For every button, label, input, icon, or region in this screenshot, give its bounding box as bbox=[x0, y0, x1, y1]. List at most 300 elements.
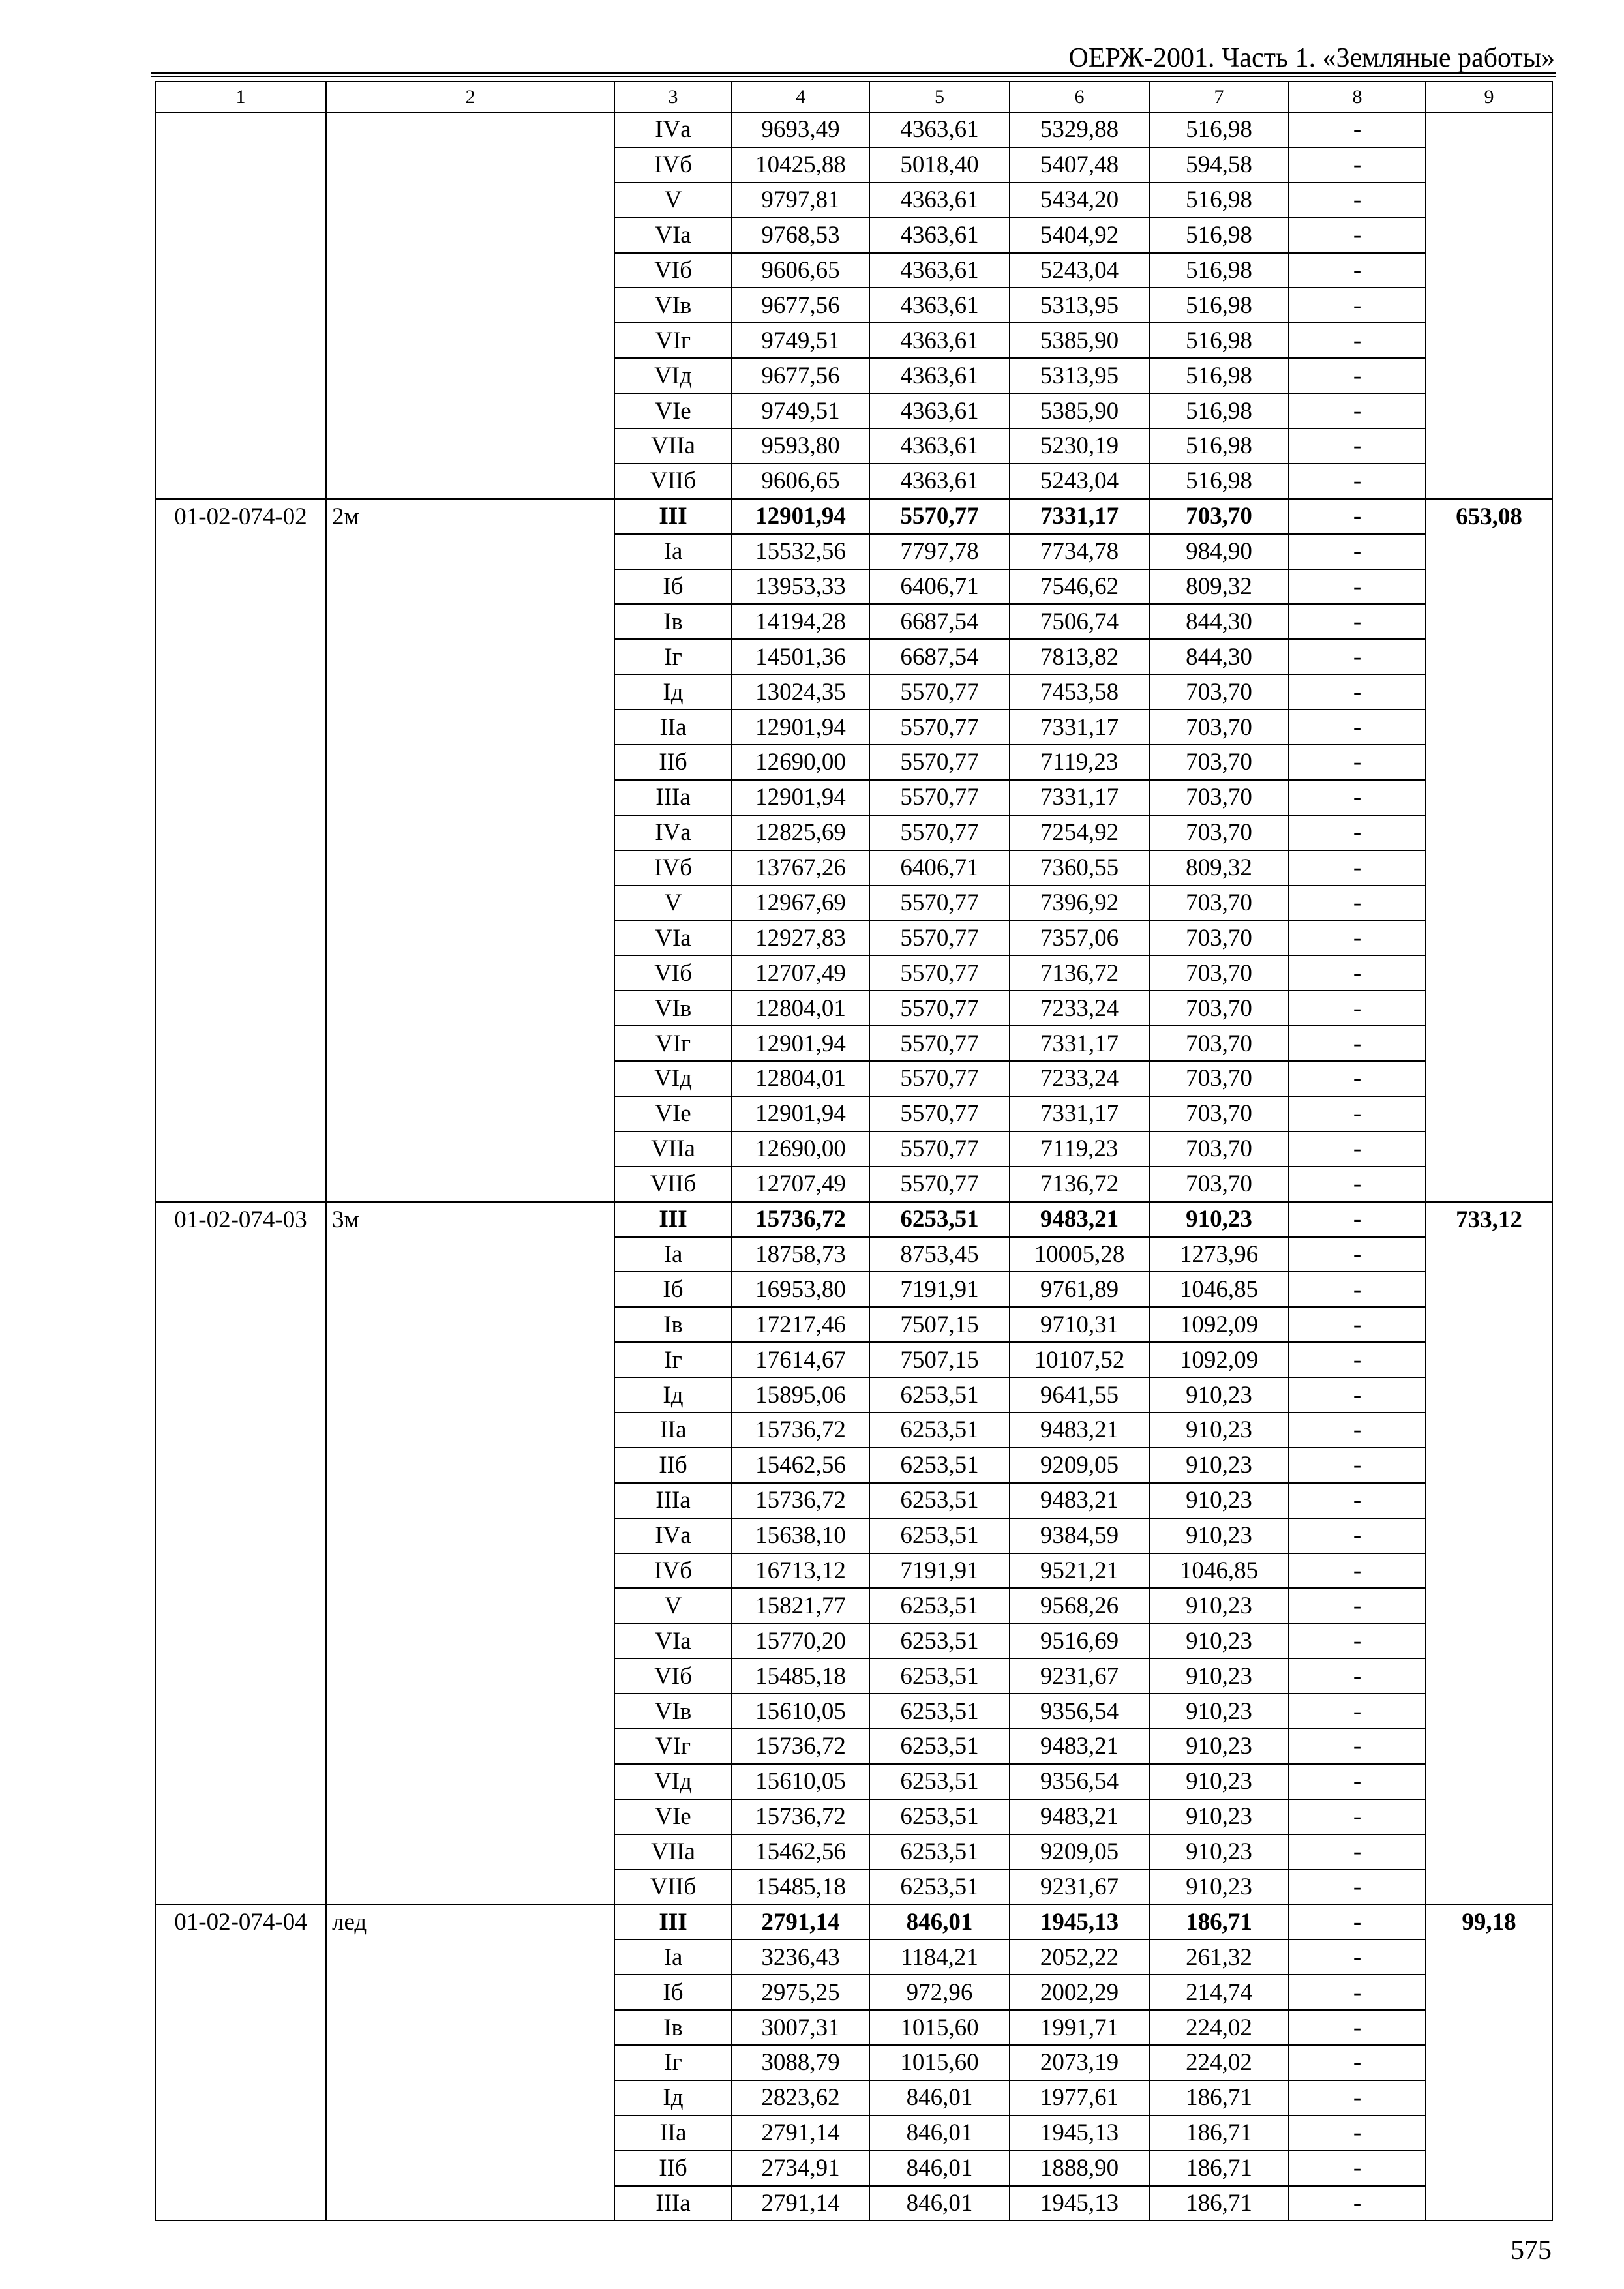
column-number-6: 6 bbox=[1010, 82, 1149, 112]
column-number-7: 7 bbox=[1149, 82, 1289, 112]
table-head bbox=[155, 82, 1552, 112]
column-5-cell: 5570,77 bbox=[869, 1061, 1010, 1096]
column-4-cell: 12707,49 bbox=[732, 1167, 869, 1202]
column-5-cell: 5570,77 bbox=[869, 674, 1010, 710]
column-4-cell: 15821,77 bbox=[732, 1588, 869, 1623]
column-3-cell: VIIа bbox=[614, 1834, 732, 1870]
column-4-cell: 9593,80 bbox=[732, 428, 869, 464]
column-6-cell: 2073,19 bbox=[1010, 2045, 1149, 2080]
column-4-cell: 12901,94 bbox=[732, 710, 869, 745]
column-3-cell: IIа bbox=[614, 1413, 732, 1448]
column-3-cell: Iа bbox=[614, 534, 732, 569]
column-8-cell: - bbox=[1289, 780, 1426, 815]
column-5-cell: 5570,77 bbox=[869, 815, 1010, 850]
column-4-cell: 3088,79 bbox=[732, 2045, 869, 2080]
column-8-cell: - bbox=[1289, 1307, 1426, 1342]
column-8-cell: - bbox=[1289, 2186, 1426, 2221]
column-6-cell: 1977,61 bbox=[1010, 2080, 1149, 2116]
column-4-cell: 15462,56 bbox=[732, 1448, 869, 1483]
column-9-cell: 733,12 bbox=[1426, 1202, 1552, 1905]
column-7-cell: 516,98 bbox=[1149, 112, 1289, 147]
column-3-cell: Iд bbox=[614, 674, 732, 710]
column-6-cell: 10107,52 bbox=[1010, 1342, 1149, 1377]
column-6-cell: 5404,92 bbox=[1010, 218, 1149, 253]
name-cell: 2м bbox=[326, 499, 614, 1202]
column-6-cell: 9483,21 bbox=[1010, 1202, 1149, 1237]
column-8-cell: - bbox=[1289, 1975, 1426, 2010]
column-3-cell: III bbox=[614, 499, 732, 534]
column-5-cell: 5570,77 bbox=[869, 1096, 1010, 1131]
column-4-cell: 15610,05 bbox=[732, 1694, 869, 1729]
column-3-cell: Iд bbox=[614, 2080, 732, 2116]
column-6-cell: 9516,69 bbox=[1010, 1623, 1149, 1658]
column-7-cell: 703,70 bbox=[1149, 920, 1289, 955]
column-8-cell: - bbox=[1289, 183, 1426, 218]
column-6-cell: 9710,31 bbox=[1010, 1307, 1149, 1342]
running-title: ОЕРЖ-2001. Часть 1. «Земляные работы» bbox=[1068, 43, 1555, 73]
column-7-cell: 516,98 bbox=[1149, 428, 1289, 464]
column-3-cell: VIв bbox=[614, 1694, 732, 1729]
column-7-cell: 844,30 bbox=[1149, 604, 1289, 639]
rates-table bbox=[155, 81, 1553, 2221]
column-9-cell: 653,08 bbox=[1426, 499, 1552, 1202]
column-5-cell: 7507,15 bbox=[869, 1342, 1010, 1377]
column-7-cell: 594,58 bbox=[1149, 147, 1289, 183]
column-8-cell: - bbox=[1289, 1658, 1426, 1694]
column-6-cell: 9761,89 bbox=[1010, 1272, 1149, 1307]
column-3-cell: Iг bbox=[614, 639, 732, 674]
column-3-cell: VIд bbox=[614, 358, 732, 393]
column-5-cell: 6406,71 bbox=[869, 850, 1010, 886]
column-3-cell: IVб bbox=[614, 147, 732, 183]
column-7-cell: 1046,85 bbox=[1149, 1553, 1289, 1589]
column-4-cell: 15736,72 bbox=[732, 1729, 869, 1764]
code-cell bbox=[155, 112, 326, 499]
column-7-cell: 703,70 bbox=[1149, 955, 1289, 991]
column-8-cell: - bbox=[1289, 2080, 1426, 2116]
column-7-cell: 984,90 bbox=[1149, 534, 1289, 569]
column-6-cell: 1991,71 bbox=[1010, 2010, 1149, 2045]
column-8-cell: - bbox=[1289, 1237, 1426, 1272]
column-8-cell: - bbox=[1289, 1202, 1426, 1237]
column-3-cell: Iа bbox=[614, 1237, 732, 1272]
column-8-cell: - bbox=[1289, 815, 1426, 850]
column-3-cell: IIб bbox=[614, 745, 732, 780]
code-cell: 01-02-074-02 bbox=[155, 499, 326, 1202]
column-6-cell: 9209,05 bbox=[1010, 1448, 1149, 1483]
column-3-cell: VIг bbox=[614, 1026, 732, 1061]
column-5-cell: 8753,45 bbox=[869, 1237, 1010, 1272]
column-4-cell: 9677,56 bbox=[732, 358, 869, 393]
column-7-cell: 703,70 bbox=[1149, 1167, 1289, 1202]
column-5-cell: 4363,61 bbox=[869, 218, 1010, 253]
column-5-cell: 4363,61 bbox=[869, 253, 1010, 288]
column-6-cell: 9356,54 bbox=[1010, 1694, 1149, 1729]
column-3-cell: VIIб bbox=[614, 464, 732, 499]
column-8-cell: - bbox=[1289, 464, 1426, 499]
column-4-cell: 12901,94 bbox=[732, 499, 869, 534]
column-7-cell: 1273,96 bbox=[1149, 1237, 1289, 1272]
column-8-cell: - bbox=[1289, 534, 1426, 569]
column-3-cell: IIIа bbox=[614, 780, 732, 815]
column-6-cell: 5243,04 bbox=[1010, 464, 1149, 499]
column-5-cell: 4363,61 bbox=[869, 464, 1010, 499]
column-3-cell: IVа bbox=[614, 1518, 732, 1553]
column-8-cell: - bbox=[1289, 1096, 1426, 1131]
column-7-cell: 703,70 bbox=[1149, 991, 1289, 1026]
column-number-2: 2 bbox=[326, 82, 614, 112]
column-number-row bbox=[155, 82, 1552, 112]
column-6-cell: 1945,13 bbox=[1010, 2116, 1149, 2151]
column-5-cell: 4363,61 bbox=[869, 358, 1010, 393]
column-7-cell: 910,23 bbox=[1149, 1448, 1289, 1483]
column-3-cell: VIе bbox=[614, 393, 732, 428]
column-7-cell: 703,70 bbox=[1149, 1026, 1289, 1061]
column-8-cell: - bbox=[1289, 2010, 1426, 2045]
column-4-cell: 12825,69 bbox=[732, 815, 869, 850]
column-5-cell: 6406,71 bbox=[869, 569, 1010, 605]
column-7-cell: 703,70 bbox=[1149, 710, 1289, 745]
column-7-cell: 809,32 bbox=[1149, 850, 1289, 886]
column-7-cell: 703,70 bbox=[1149, 1096, 1289, 1131]
column-4-cell: 3236,43 bbox=[732, 1939, 869, 1975]
column-3-cell: VIIб bbox=[614, 1870, 732, 1905]
column-7-cell: 224,02 bbox=[1149, 2045, 1289, 2080]
column-6-cell: 7119,23 bbox=[1010, 1131, 1149, 1167]
column-9-cell: 99,18 bbox=[1426, 1904, 1552, 2221]
column-3-cell: VIе bbox=[614, 1096, 732, 1131]
column-4-cell: 16953,80 bbox=[732, 1272, 869, 1307]
column-4-cell: 2975,25 bbox=[732, 1975, 869, 2010]
column-4-cell: 15485,18 bbox=[732, 1870, 869, 1905]
column-5-cell: 6687,54 bbox=[869, 639, 1010, 674]
column-7-cell: 809,32 bbox=[1149, 569, 1289, 605]
column-6-cell: 5313,95 bbox=[1010, 288, 1149, 323]
column-7-cell: 844,30 bbox=[1149, 639, 1289, 674]
column-number-3: 3 bbox=[614, 82, 732, 112]
column-6-cell: 7331,17 bbox=[1010, 1026, 1149, 1061]
column-5-cell: 6253,51 bbox=[869, 1799, 1010, 1834]
table-row bbox=[155, 1202, 1552, 1237]
column-8-cell: - bbox=[1289, 991, 1426, 1026]
name-cell: 3м bbox=[326, 1202, 614, 1905]
column-8-cell: - bbox=[1289, 1553, 1426, 1589]
column-number-8: 8 bbox=[1289, 82, 1426, 112]
column-5-cell: 846,01 bbox=[869, 2186, 1010, 2221]
column-6-cell: 7119,23 bbox=[1010, 745, 1149, 780]
column-8-cell: - bbox=[1289, 288, 1426, 323]
column-6-cell: 5385,90 bbox=[1010, 323, 1149, 358]
column-6-cell: 10005,28 bbox=[1010, 1237, 1149, 1272]
column-5-cell: 7191,91 bbox=[869, 1553, 1010, 1589]
column-7-cell: 910,23 bbox=[1149, 1518, 1289, 1553]
column-4-cell: 16713,12 bbox=[732, 1553, 869, 1589]
column-4-cell: 2791,14 bbox=[732, 2116, 869, 2151]
column-8-cell: - bbox=[1289, 428, 1426, 464]
column-7-cell: 910,23 bbox=[1149, 1588, 1289, 1623]
column-4-cell: 12901,94 bbox=[732, 780, 869, 815]
column-4-cell: 15638,10 bbox=[732, 1518, 869, 1553]
column-4-cell: 12901,94 bbox=[732, 1026, 869, 1061]
column-3-cell: VIв bbox=[614, 991, 732, 1026]
column-5-cell: 7797,78 bbox=[869, 534, 1010, 569]
column-6-cell: 9521,21 bbox=[1010, 1553, 1149, 1589]
column-7-cell: 516,98 bbox=[1149, 288, 1289, 323]
column-5-cell: 6253,51 bbox=[869, 1694, 1010, 1729]
column-3-cell: Iд bbox=[614, 1377, 732, 1413]
column-5-cell: 6253,51 bbox=[869, 1483, 1010, 1518]
column-5-cell: 1015,60 bbox=[869, 2045, 1010, 2080]
column-5-cell: 1184,21 bbox=[869, 1939, 1010, 1975]
column-6-cell: 9483,21 bbox=[1010, 1799, 1149, 1834]
column-3-cell: VIд bbox=[614, 1061, 732, 1096]
column-3-cell: Iа bbox=[614, 1939, 732, 1975]
column-4-cell: 17614,67 bbox=[732, 1342, 869, 1377]
column-3-cell: VIIа bbox=[614, 428, 732, 464]
column-3-cell: VIа bbox=[614, 218, 732, 253]
column-6-cell: 9231,67 bbox=[1010, 1658, 1149, 1694]
code-cell: 01-02-074-03 bbox=[155, 1202, 326, 1905]
column-8-cell: - bbox=[1289, 358, 1426, 393]
column-6-cell: 7357,06 bbox=[1010, 920, 1149, 955]
column-4-cell: 13767,26 bbox=[732, 850, 869, 886]
column-4-cell: 15895,06 bbox=[732, 1377, 869, 1413]
column-5-cell: 4363,61 bbox=[869, 288, 1010, 323]
column-7-cell: 703,70 bbox=[1149, 674, 1289, 710]
column-5-cell: 5570,77 bbox=[869, 955, 1010, 991]
column-8-cell: - bbox=[1289, 2045, 1426, 2080]
column-8-cell: - bbox=[1289, 393, 1426, 428]
column-8-cell: - bbox=[1289, 323, 1426, 358]
column-6-cell: 7506,74 bbox=[1010, 604, 1149, 639]
column-3-cell: III bbox=[614, 1202, 732, 1237]
column-4-cell: 9797,81 bbox=[732, 183, 869, 218]
column-7-cell: 910,23 bbox=[1149, 1729, 1289, 1764]
column-4-cell: 9693,49 bbox=[732, 112, 869, 147]
column-6-cell: 9356,54 bbox=[1010, 1764, 1149, 1799]
column-4-cell: 15532,56 bbox=[732, 534, 869, 569]
column-8-cell: - bbox=[1289, 1799, 1426, 1834]
column-7-cell: 186,71 bbox=[1149, 1904, 1289, 1939]
table-row bbox=[155, 112, 1552, 147]
column-4-cell: 9749,51 bbox=[732, 393, 869, 428]
column-3-cell: VIб bbox=[614, 955, 732, 991]
column-4-cell: 14194,28 bbox=[732, 604, 869, 639]
column-8-cell: - bbox=[1289, 2151, 1426, 2186]
column-6-cell: 5313,95 bbox=[1010, 358, 1149, 393]
column-7-cell: 703,70 bbox=[1149, 499, 1289, 534]
column-6-cell: 7360,55 bbox=[1010, 850, 1149, 886]
column-6-cell: 5385,90 bbox=[1010, 393, 1149, 428]
column-6-cell: 7546,62 bbox=[1010, 569, 1149, 605]
column-3-cell: V bbox=[614, 886, 732, 921]
column-7-cell: 1092,09 bbox=[1149, 1307, 1289, 1342]
column-8-cell: - bbox=[1289, 1939, 1426, 1975]
column-3-cell: VIб bbox=[614, 1658, 732, 1694]
column-5-cell: 846,01 bbox=[869, 2116, 1010, 2151]
column-7-cell: 703,70 bbox=[1149, 745, 1289, 780]
column-5-cell: 5570,77 bbox=[869, 886, 1010, 921]
column-4-cell: 15736,72 bbox=[732, 1799, 869, 1834]
column-6-cell: 9384,59 bbox=[1010, 1518, 1149, 1553]
column-7-cell: 516,98 bbox=[1149, 393, 1289, 428]
column-number-9: 9 bbox=[1426, 82, 1552, 112]
column-3-cell: VIIа bbox=[614, 1131, 732, 1167]
column-3-cell: IVа bbox=[614, 112, 732, 147]
column-6-cell: 9568,26 bbox=[1010, 1588, 1149, 1623]
column-8-cell: - bbox=[1289, 1377, 1426, 1413]
column-3-cell: Iв bbox=[614, 1307, 732, 1342]
column-7-cell: 910,23 bbox=[1149, 1834, 1289, 1870]
column-5-cell: 4363,61 bbox=[869, 393, 1010, 428]
column-8-cell: - bbox=[1289, 710, 1426, 745]
column-7-cell: 703,70 bbox=[1149, 886, 1289, 921]
column-7-cell: 703,70 bbox=[1149, 1061, 1289, 1096]
column-7-cell: 910,23 bbox=[1149, 1764, 1289, 1799]
column-7-cell: 186,71 bbox=[1149, 2080, 1289, 2116]
column-3-cell: Iг bbox=[614, 2045, 732, 2080]
column-4-cell: 9768,53 bbox=[732, 218, 869, 253]
name-cell: лед bbox=[326, 1904, 614, 2221]
column-6-cell: 7136,72 bbox=[1010, 1167, 1149, 1202]
column-8-cell: - bbox=[1289, 1729, 1426, 1764]
column-4-cell: 12804,01 bbox=[732, 991, 869, 1026]
column-5-cell: 4363,61 bbox=[869, 428, 1010, 464]
column-5-cell: 846,01 bbox=[869, 2080, 1010, 2116]
column-number-4: 4 bbox=[732, 82, 869, 112]
column-3-cell: VIд bbox=[614, 1764, 732, 1799]
column-5-cell: 7191,91 bbox=[869, 1272, 1010, 1307]
column-7-cell: 703,70 bbox=[1149, 1131, 1289, 1167]
column-6-cell: 7734,78 bbox=[1010, 534, 1149, 569]
column-9-cell bbox=[1426, 112, 1552, 499]
column-6-cell: 1888,90 bbox=[1010, 2151, 1149, 2186]
column-3-cell: Iб bbox=[614, 569, 732, 605]
column-4-cell: 2791,14 bbox=[732, 2186, 869, 2221]
column-4-cell: 13953,33 bbox=[732, 569, 869, 605]
column-4-cell: 9677,56 bbox=[732, 288, 869, 323]
column-8-cell: - bbox=[1289, 112, 1426, 147]
column-5-cell: 5570,77 bbox=[869, 1026, 1010, 1061]
column-4-cell: 15736,72 bbox=[732, 1413, 869, 1448]
column-5-cell: 5570,77 bbox=[869, 710, 1010, 745]
column-3-cell: Iв bbox=[614, 604, 732, 639]
column-8-cell: - bbox=[1289, 1764, 1426, 1799]
column-8-cell: - bbox=[1289, 604, 1426, 639]
column-4-cell: 12707,49 bbox=[732, 955, 869, 991]
column-3-cell: VIг bbox=[614, 323, 732, 358]
column-7-cell: 261,32 bbox=[1149, 1939, 1289, 1975]
column-8-cell: - bbox=[1289, 2116, 1426, 2151]
column-6-cell: 2052,22 bbox=[1010, 1939, 1149, 1975]
column-8-cell: - bbox=[1289, 1518, 1426, 1553]
column-4-cell: 9606,65 bbox=[732, 253, 869, 288]
column-4-cell: 9749,51 bbox=[732, 323, 869, 358]
column-3-cell: IVа bbox=[614, 815, 732, 850]
column-6-cell: 9483,21 bbox=[1010, 1483, 1149, 1518]
column-5-cell: 4363,61 bbox=[869, 323, 1010, 358]
column-5-cell: 6253,51 bbox=[869, 1202, 1010, 1237]
column-8-cell: - bbox=[1289, 886, 1426, 921]
column-3-cell: IIIа bbox=[614, 2186, 732, 2221]
column-7-cell: 516,98 bbox=[1149, 183, 1289, 218]
column-7-cell: 703,70 bbox=[1149, 815, 1289, 850]
column-8-cell: - bbox=[1289, 1483, 1426, 1518]
column-5-cell: 6253,51 bbox=[869, 1413, 1010, 1448]
column-7-cell: 516,98 bbox=[1149, 323, 1289, 358]
name-cell bbox=[326, 112, 614, 499]
column-8-cell: - bbox=[1289, 218, 1426, 253]
column-6-cell: 7396,92 bbox=[1010, 886, 1149, 921]
column-3-cell: V bbox=[614, 1588, 732, 1623]
column-4-cell: 12690,00 bbox=[732, 745, 869, 780]
column-3-cell: VIа bbox=[614, 920, 732, 955]
column-8-cell: - bbox=[1289, 1272, 1426, 1307]
column-3-cell: IIб bbox=[614, 2151, 732, 2186]
column-4-cell: 15736,72 bbox=[732, 1202, 869, 1237]
table-row bbox=[155, 1904, 1552, 1939]
column-5-cell: 846,01 bbox=[869, 1904, 1010, 1939]
column-7-cell: 910,23 bbox=[1149, 1483, 1289, 1518]
column-6-cell: 7453,58 bbox=[1010, 674, 1149, 710]
column-8-cell: - bbox=[1289, 569, 1426, 605]
title-double-rule bbox=[151, 72, 1556, 77]
column-5-cell: 6253,51 bbox=[869, 1870, 1010, 1905]
table-row bbox=[155, 499, 1552, 534]
column-8-cell: - bbox=[1289, 1588, 1426, 1623]
column-7-cell: 1046,85 bbox=[1149, 1272, 1289, 1307]
table-body bbox=[155, 112, 1552, 2221]
column-7-cell: 910,23 bbox=[1149, 1694, 1289, 1729]
column-7-cell: 910,23 bbox=[1149, 1377, 1289, 1413]
column-4-cell: 12901,94 bbox=[732, 1096, 869, 1131]
column-4-cell: 17217,46 bbox=[732, 1307, 869, 1342]
column-7-cell: 186,71 bbox=[1149, 2151, 1289, 2186]
column-4-cell: 9606,65 bbox=[732, 464, 869, 499]
column-8-cell: - bbox=[1289, 1623, 1426, 1658]
code-cell: 01-02-074-04 bbox=[155, 1904, 326, 2221]
column-7-cell: 910,23 bbox=[1149, 1202, 1289, 1237]
column-5-cell: 1015,60 bbox=[869, 2010, 1010, 2045]
column-4-cell: 15770,20 bbox=[732, 1623, 869, 1658]
column-8-cell: - bbox=[1289, 1413, 1426, 1448]
column-5-cell: 6253,51 bbox=[869, 1448, 1010, 1483]
column-7-cell: 186,71 bbox=[1149, 2116, 1289, 2151]
column-5-cell: 4363,61 bbox=[869, 183, 1010, 218]
column-7-cell: 516,98 bbox=[1149, 253, 1289, 288]
column-7-cell: 516,98 bbox=[1149, 464, 1289, 499]
column-7-cell: 516,98 bbox=[1149, 218, 1289, 253]
column-8-cell: - bbox=[1289, 745, 1426, 780]
column-7-cell: 910,23 bbox=[1149, 1870, 1289, 1905]
column-7-cell: 224,02 bbox=[1149, 2010, 1289, 2045]
column-5-cell: 846,01 bbox=[869, 2151, 1010, 2186]
column-8-cell: - bbox=[1289, 1694, 1426, 1729]
column-8-cell: - bbox=[1289, 1131, 1426, 1167]
column-3-cell: Iб bbox=[614, 1975, 732, 2010]
column-8-cell: - bbox=[1289, 1061, 1426, 1096]
column-4-cell: 13024,35 bbox=[732, 674, 869, 710]
column-6-cell: 9209,05 bbox=[1010, 1834, 1149, 1870]
column-8-cell: - bbox=[1289, 499, 1426, 534]
column-6-cell: 1945,13 bbox=[1010, 2186, 1149, 2221]
column-4-cell: 2823,62 bbox=[732, 2080, 869, 2116]
column-7-cell: 1092,09 bbox=[1149, 1342, 1289, 1377]
column-4-cell: 12967,69 bbox=[732, 886, 869, 921]
column-6-cell: 7136,72 bbox=[1010, 955, 1149, 991]
column-6-cell: 9641,55 bbox=[1010, 1377, 1149, 1413]
column-7-cell: 910,23 bbox=[1149, 1799, 1289, 1834]
